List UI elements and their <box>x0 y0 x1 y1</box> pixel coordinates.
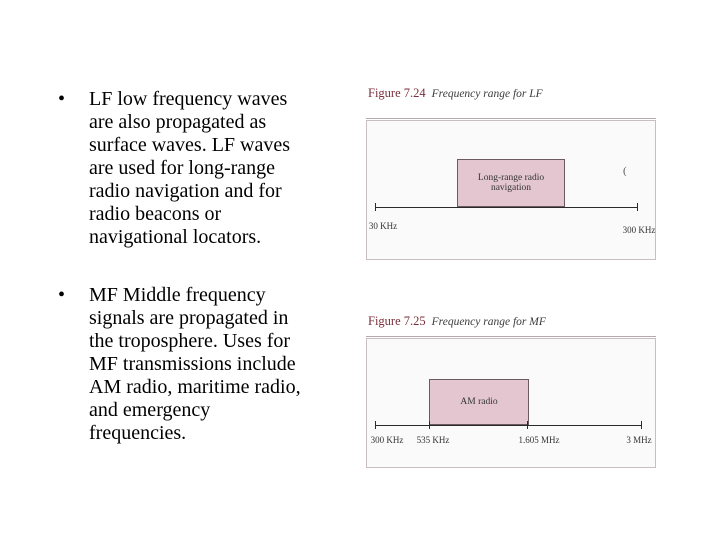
figure-mf-tick-label: 535 KHz <box>416 435 450 445</box>
figure-lf <box>366 86 658 276</box>
bullet-symbol: • <box>58 284 66 306</box>
figure-lf-band <box>457 159 565 207</box>
bullet-mf <box>58 284 348 445</box>
figure-mf-tick-label: 3 MHz <box>626 435 652 445</box>
figure-mf-band-label: AM radio <box>460 397 498 407</box>
figure-mf-top-rule <box>366 336 656 337</box>
figure-lf-frame <box>366 120 656 260</box>
figure-lf-tick <box>375 203 376 211</box>
figure-lf-axis <box>375 207 637 208</box>
bullet-symbol: • <box>58 88 66 110</box>
figure-lf-title <box>368 86 543 101</box>
figure-mf-tick <box>429 421 430 429</box>
figure-mf-title <box>368 314 546 329</box>
figure-mf-tick <box>375 421 376 429</box>
bullet-lf <box>58 88 348 249</box>
figure-mf-caption: Frequency range for MF <box>431 316 546 328</box>
figure-lf-band-label: Long-range radio navigation <box>477 173 545 193</box>
figure-mf-number: Figure 7.25 <box>368 314 426 328</box>
figure-lf-caption: Frequency range for LF <box>431 88 543 100</box>
bullet-text-mf: MF Middle frequency signals are propagated in the troposphere. Uses for MF transmissions include AM radio, maritime radio, and emergency frequencies. <box>89 284 301 444</box>
figure-lf-tick-label: 300 KHz <box>622 225 656 235</box>
figure-mf-band <box>429 379 529 425</box>
figure-mf-tick <box>641 421 642 429</box>
figure-lf-tick-label: 30 KHz <box>368 221 398 231</box>
figure-mf-axis <box>375 425 641 426</box>
figure-lf-stray-mark: ( <box>623 165 627 177</box>
figure-mf-tick <box>527 421 528 429</box>
figure-lf-number: Figure 7.24 <box>368 86 426 100</box>
figure-lf-tick <box>637 203 638 211</box>
bullet-text-lf: LF low frequency waves are also propagated as surface waves. LF waves are used for long-range radio navigation and for radio beacons or navigational locators. <box>89 88 291 248</box>
figure-mf-frame <box>366 338 656 468</box>
figure-mf-tick-label: 300 KHz <box>370 435 404 445</box>
figure-lf-top-rule <box>366 118 656 119</box>
figure-mf-tick-label: 1.605 MHz <box>518 435 560 445</box>
figure-mf <box>366 314 658 484</box>
